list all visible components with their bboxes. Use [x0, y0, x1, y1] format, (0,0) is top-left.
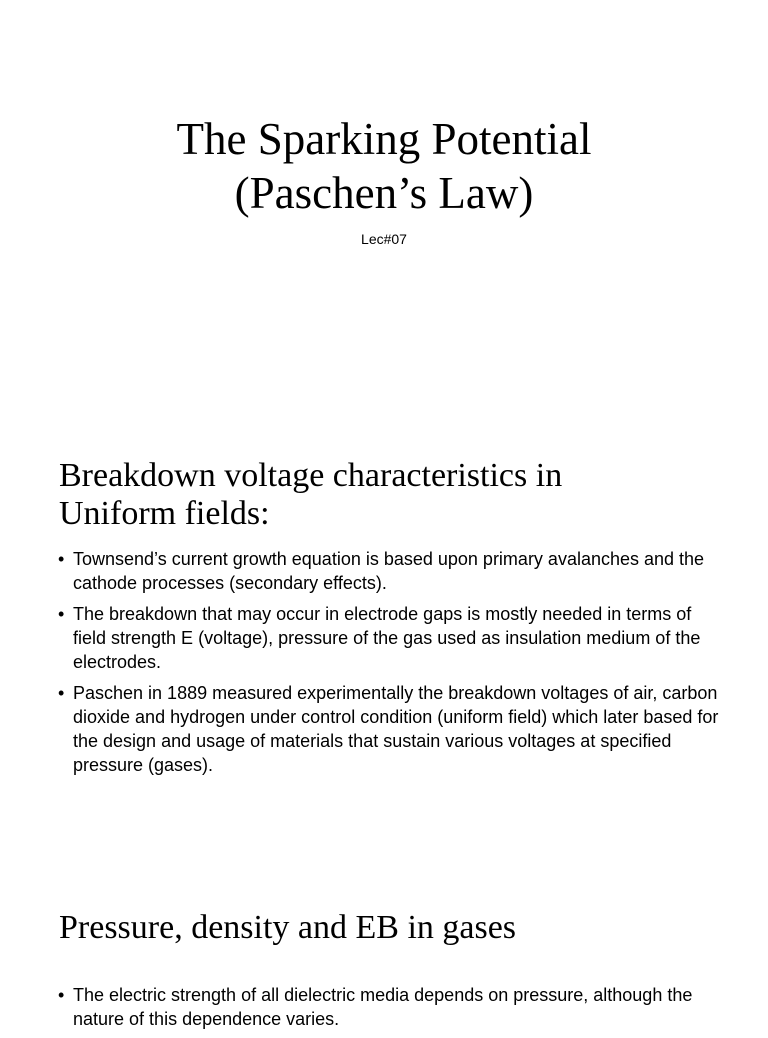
- bullet-item: [58, 547, 728, 595]
- bullet-item: [58, 681, 728, 777]
- pressure-density-slide: [0, 909, 768, 1038]
- bullet-icon: •: [58, 604, 65, 624]
- bullet-icon: •: [58, 683, 65, 703]
- bullet-icon: •: [58, 549, 65, 569]
- bullet-text: The electric strength of all dielectric media depends on pressure, although the nature of this dependence varies.: [73, 985, 693, 1029]
- bullet-icon: •: [58, 985, 65, 1005]
- title-line-2: (Paschen’s Law): [234, 168, 534, 218]
- bullet-item: [58, 602, 728, 674]
- lecture-number: Lec#07: [361, 231, 407, 247]
- bullet-text: The breakdown that may occur in electrode gaps is mostly needed in terms of field strength E (voltage), pressure of the gas used as insulation medium of the electrodes.: [73, 604, 701, 672]
- title-slide: [0, 0, 768, 384]
- slide-heading: [0, 457, 719, 533]
- heading-line-2: Uniform fields:: [59, 495, 270, 532]
- heading-line-1: Breakdown voltage characteristics in: [59, 457, 563, 494]
- slide-title: [0, 112, 768, 220]
- bullet-list: [0, 547, 768, 777]
- breakdown-characteristics-slide: [0, 457, 768, 784]
- title-line-1: The Sparking Potential: [176, 114, 592, 164]
- bullet-text: Townsend’s current growth equation is based upon primary avalanches and the cathode processes (secondary effects).: [73, 549, 705, 593]
- bullet-text: Paschen in 1889 measured experimentally the breakdown voltages of air, carbon dioxide and hydrogen under control condition (uniform field) which later based for the design and usage of materials that sustain various voltages at specified pressure (gases).: [73, 683, 719, 775]
- slide-heading: Pressure, density and EB in gases: [59, 909, 517, 946]
